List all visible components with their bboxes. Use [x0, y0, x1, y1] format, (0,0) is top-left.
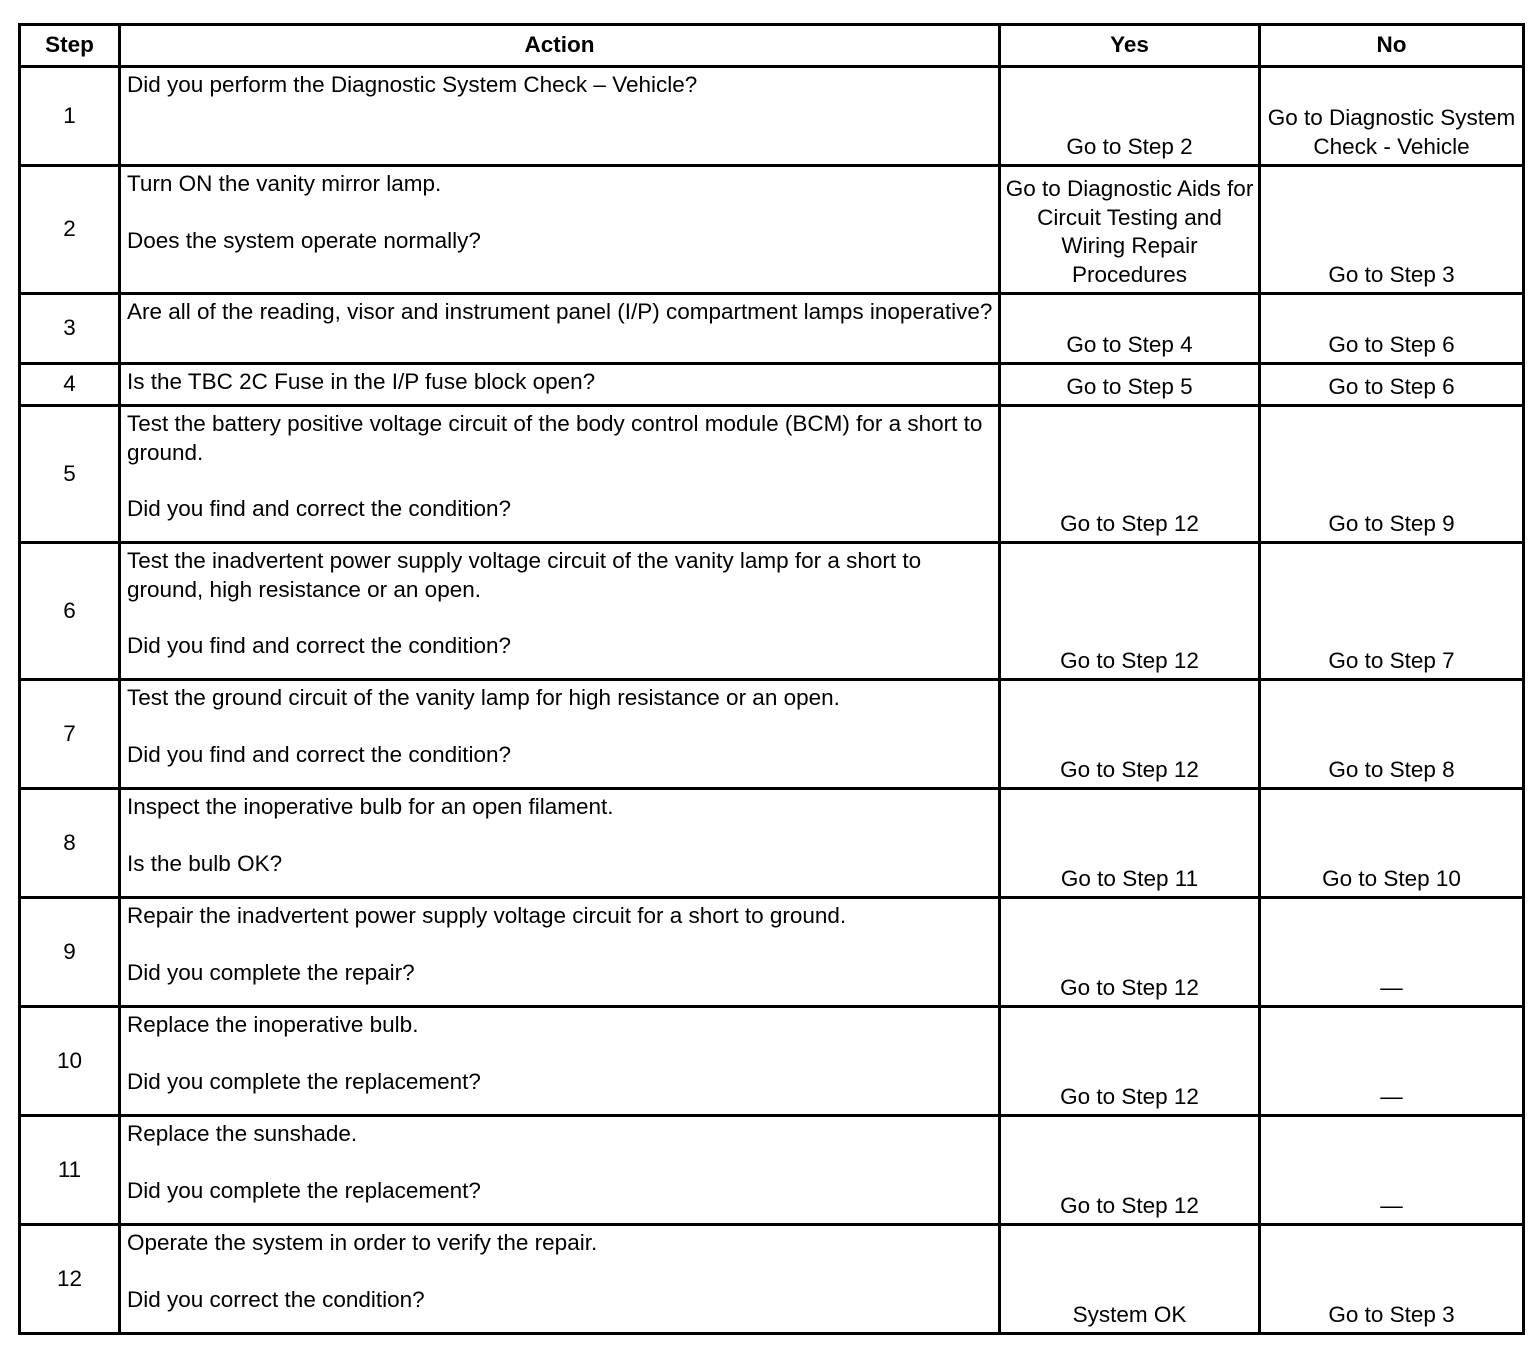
step-number: 11	[20, 1116, 120, 1225]
yes-cell: Go to Step 12	[1000, 898, 1260, 1007]
table-row	[20, 1007, 1524, 1116]
yes-cell: Go to Step 12	[1000, 1007, 1260, 1116]
step-number: 12	[20, 1225, 120, 1334]
no-cell: —	[1260, 1116, 1524, 1225]
step-number: 9	[20, 898, 120, 1007]
header-no: No	[1260, 25, 1524, 67]
action-cell	[120, 166, 1000, 294]
action-question: Did you find and correct the condition?	[127, 741, 511, 767]
action-cell	[120, 1116, 1000, 1225]
action-question: Did you find and correct the condition?	[127, 633, 511, 658]
no-cell: Go to Step 6	[1260, 364, 1524, 406]
action-text: Test the ground circuit of the vanity lamp for high resistance or an open.	[127, 685, 840, 710]
table-row	[20, 680, 1524, 789]
step-number: 7	[20, 680, 120, 789]
no-cell: Go to Step 10	[1260, 789, 1524, 898]
action-cell	[120, 364, 1000, 406]
step-number: 5	[20, 406, 120, 543]
table-row	[20, 789, 1524, 898]
action-text: Test the inadvertent power supply voltage circuit of the vanity lamp for a short to ground, high resistance or an open.	[127, 548, 922, 602]
action-cell	[120, 67, 1000, 166]
no-cell: Go to Step 3	[1260, 166, 1524, 294]
action-cell	[120, 680, 1000, 789]
no-cell: Go to Step 8	[1260, 680, 1524, 789]
table-row	[20, 543, 1524, 680]
action-cell	[120, 1225, 1000, 1334]
action-question: Does the system operate normally?	[127, 227, 481, 253]
action-text: Repair the inadvertent power supply voltage circuit for a short to ground.	[127, 903, 847, 928]
action-text: Replace the inoperative bulb.	[127, 1012, 419, 1037]
no-cell: Go to Diagnostic System Check - Vehicle	[1260, 67, 1524, 166]
action-question: Did you correct the condition?	[127, 1286, 425, 1312]
step-number: 6	[20, 543, 120, 680]
header-row	[20, 25, 1524, 67]
yes-cell: Go to Step 11	[1000, 789, 1260, 898]
action-text: Is the TBC 2C Fuse in the I/P fuse block open?	[127, 369, 596, 394]
action-cell	[120, 789, 1000, 898]
no-cell: —	[1260, 1007, 1524, 1116]
action-text: Replace the sunshade.	[127, 1121, 358, 1146]
yes-cell: System OK	[1000, 1225, 1260, 1334]
table-row	[20, 1225, 1524, 1334]
step-number: 3	[20, 294, 120, 364]
action-text: Inspect the inoperative bulb for an open filament.	[127, 794, 614, 819]
no-cell: Go to Step 9	[1260, 406, 1524, 543]
yes-cell: Go to Step 12	[1000, 543, 1260, 680]
action-question: Did you complete the repair?	[127, 959, 415, 985]
no-cell: Go to Step 6	[1260, 294, 1524, 364]
action-question: Did you find and correct the condition?	[127, 496, 511, 521]
action-cell	[120, 543, 1000, 680]
table-row	[20, 1116, 1524, 1225]
action-cell	[120, 1007, 1000, 1116]
no-cell: Go to Step 3	[1260, 1225, 1524, 1334]
action-text: Did you perform the Diagnostic System Check – Vehicle?	[127, 72, 698, 97]
yes-cell: Go to Step 5	[1000, 364, 1260, 406]
yes-cell: Go to Diagnostic Aids for Circuit Testing and Wiring Repair Procedures	[1000, 166, 1260, 294]
yes-cell: Go to Step 2	[1000, 67, 1260, 166]
header-action: Action	[120, 25, 1000, 67]
table-row	[20, 294, 1524, 364]
yes-cell: Go to Step 4	[1000, 294, 1260, 364]
action-question: Did you complete the replacement?	[127, 1177, 481, 1203]
step-number: 10	[20, 1007, 120, 1116]
table-row	[20, 67, 1524, 166]
step-number: 1	[20, 67, 120, 166]
table-row	[20, 166, 1524, 294]
yes-cell: Go to Step 12	[1000, 1116, 1260, 1225]
header-step: Step	[20, 25, 120, 67]
step-number: 2	[20, 166, 120, 294]
action-cell	[120, 898, 1000, 1007]
action-question: Is the bulb OK?	[127, 850, 283, 876]
action-cell	[120, 294, 1000, 364]
no-cell: Go to Step 7	[1260, 543, 1524, 680]
action-text: Are all of the reading, visor and instrument panel (I/P) compartment lamps inoperative?	[127, 299, 993, 324]
action-text: Operate the system in order to verify the repair.	[127, 1230, 598, 1255]
action-text: Turn ON the vanity mirror lamp.	[127, 171, 442, 196]
yes-cell: Go to Step 12	[1000, 406, 1260, 543]
table-row	[20, 364, 1524, 406]
diagnostic-table	[18, 23, 1525, 1335]
no-cell: —	[1260, 898, 1524, 1007]
action-text: Test the battery positive voltage circuit of the body control module (BCM) for a short to ground.	[127, 411, 983, 465]
step-number: 4	[20, 364, 120, 406]
yes-cell: Go to Step 12	[1000, 680, 1260, 789]
table-row	[20, 898, 1524, 1007]
header-yes: Yes	[1000, 25, 1260, 67]
table-row	[20, 406, 1524, 543]
action-question: Did you complete the replacement?	[127, 1068, 481, 1094]
action-cell	[120, 406, 1000, 543]
step-number: 8	[20, 789, 120, 898]
